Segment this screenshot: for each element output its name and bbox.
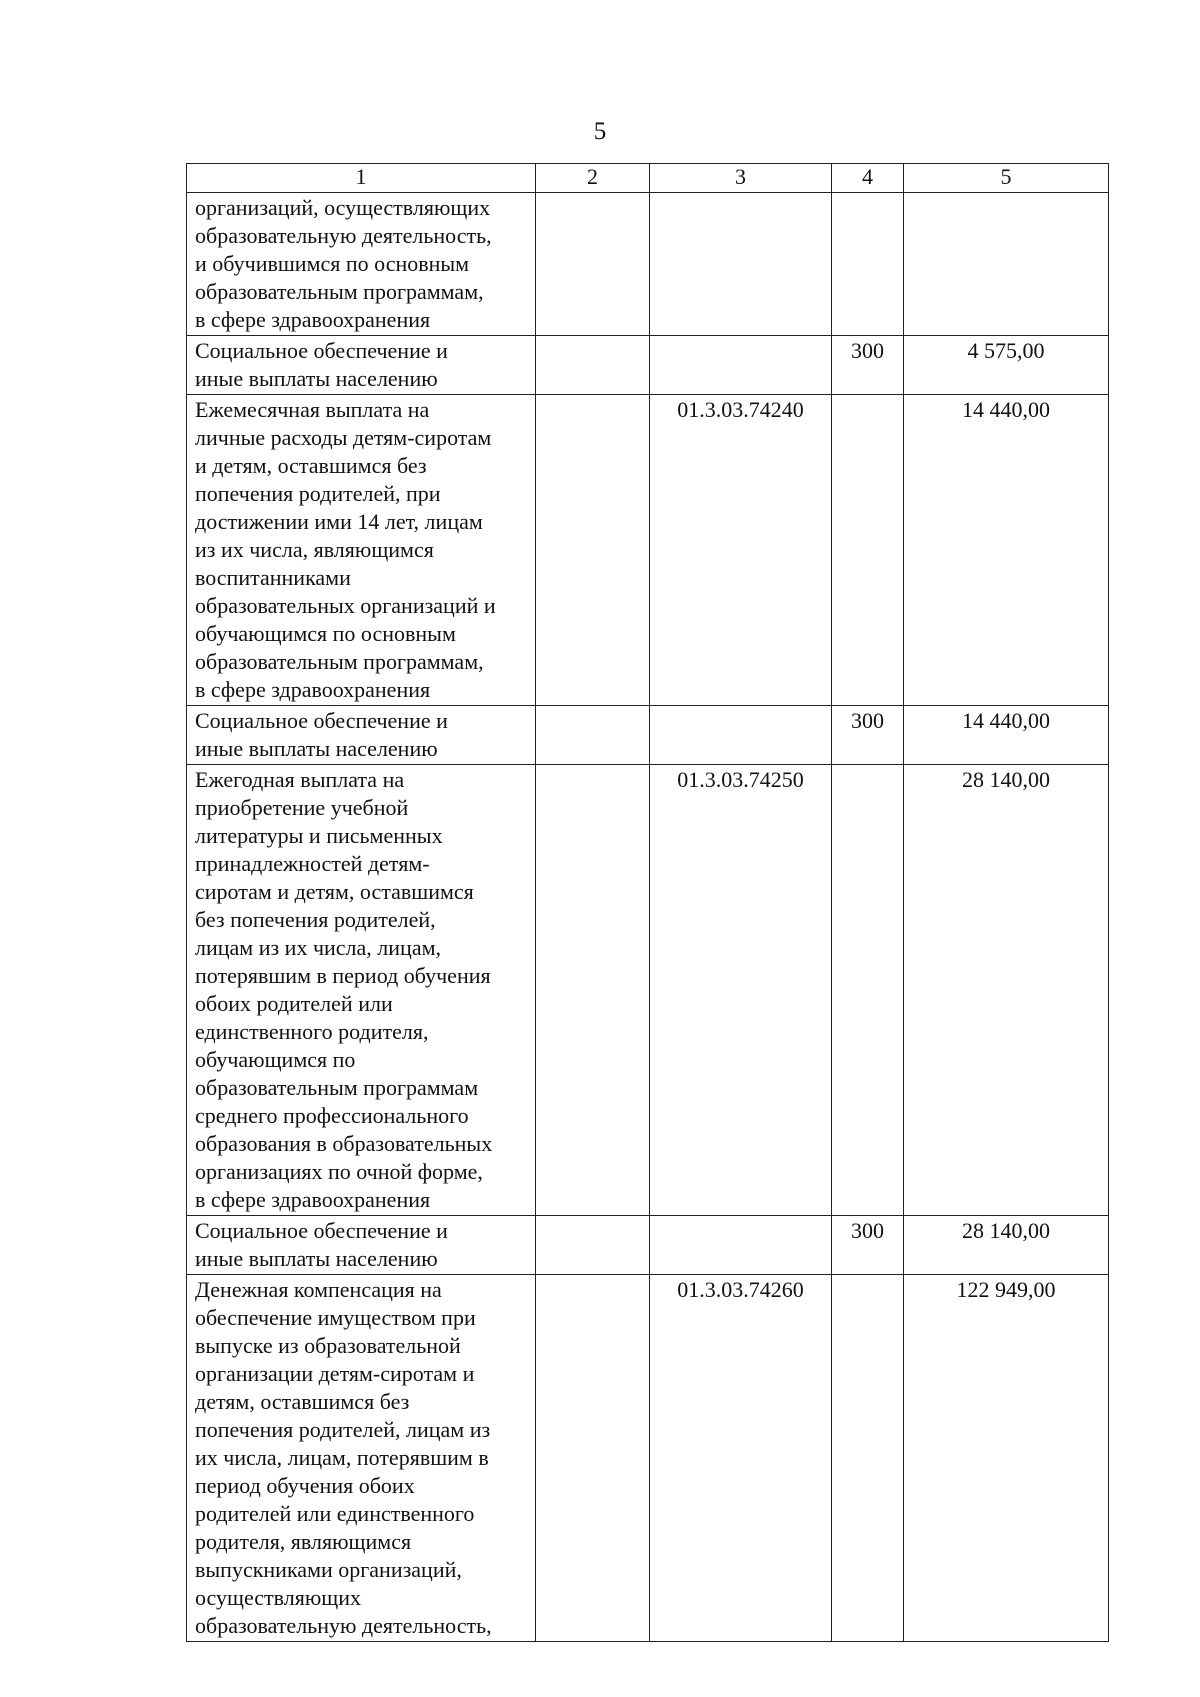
row-col2 (536, 395, 650, 706)
description-line: организациях по очной форме, (195, 1159, 483, 1184)
description-line: сиротам и детям, оставшимся (195, 879, 474, 904)
row-col2 (536, 1275, 650, 1642)
description-line: личные расходы детям-сиротам (195, 425, 492, 450)
header-row (187, 164, 1109, 193)
description-line: образовательную деятельность, (195, 223, 492, 248)
row-amount: 4 575,00 (904, 336, 1109, 395)
row-description (187, 706, 536, 765)
column-header-4: 4 (832, 164, 904, 193)
description-line: обеспечение имуществом при (195, 1305, 476, 1330)
row-amount: 14 440,00 (904, 706, 1109, 765)
description-line: в сфере здравоохранения (195, 677, 431, 702)
row-target-code (650, 1216, 832, 1275)
description-line: образовательным программам, (195, 649, 484, 674)
row-amount: 14 440,00 (904, 395, 1109, 706)
row-description (187, 1275, 536, 1642)
row-col2 (536, 706, 650, 765)
description-line: иные выплаты населению (195, 736, 438, 761)
row-expense-type (832, 1275, 904, 1642)
description-line: и детям, оставшимся без (195, 453, 427, 478)
description-line: образовательным программам (195, 1075, 479, 1100)
description-line: образовательным программам, (195, 279, 484, 304)
description-line: организаций, осуществляющих (195, 195, 491, 220)
table-row (187, 1275, 1109, 1642)
row-amount (904, 193, 1109, 336)
description-line: в сфере здравоохранения (195, 1187, 431, 1212)
description-line: попечения родителей, лицам из (195, 1417, 491, 1442)
row-description (187, 1216, 536, 1275)
row-expense-type: 300 (832, 336, 904, 395)
description-line: Социальное обеспечение и (195, 708, 448, 733)
description-line: из их числа, являющимся (195, 537, 434, 562)
table-row (187, 395, 1109, 706)
column-header-2: 2 (536, 164, 650, 193)
description-line: лицам из их числа, лицам, (195, 935, 442, 960)
row-amount: 28 140,00 (904, 1216, 1109, 1275)
description-line: образования в образовательных (195, 1131, 493, 1156)
description-line: обучающимся по (195, 1047, 356, 1072)
description-line: Социальное обеспечение и (195, 1218, 448, 1243)
description-line: детям, оставшимся без (195, 1389, 410, 1414)
description-line: Ежегодная выплата на (195, 767, 405, 792)
row-expense-type: 300 (832, 1216, 904, 1275)
description-line: период обучения обоих (195, 1473, 415, 1498)
row-amount: 122 949,00 (904, 1275, 1109, 1642)
row-description (187, 193, 536, 336)
description-line: попечения родителей, при (195, 481, 441, 506)
column-header-1: 1 (187, 164, 536, 193)
row-amount: 28 140,00 (904, 765, 1109, 1216)
description-line: и обучившимся по основным (195, 251, 470, 276)
row-target-code: 01.3.03.74250 (650, 765, 832, 1216)
column-header-5: 5 (904, 164, 1109, 193)
row-description (187, 336, 536, 395)
column-header-3: 3 (650, 164, 832, 193)
description-line: без попечения родителей, (195, 907, 436, 932)
description-line: литературы и письменных (195, 823, 443, 848)
description-line: приобретение учебной (195, 795, 409, 820)
description-line: Денежная компенсация на (195, 1277, 442, 1302)
row-target-code (650, 193, 832, 336)
row-col2 (536, 336, 650, 395)
description-line: родителя, являющимся (195, 1529, 412, 1554)
page-number: 5 (593, 118, 607, 145)
row-description (187, 765, 536, 1216)
description-line: принадлежностей детям- (195, 851, 430, 876)
description-line: образовательную деятельность, (195, 1613, 492, 1638)
row-col2 (536, 193, 650, 336)
table-row (187, 336, 1109, 395)
row-target-code (650, 706, 832, 765)
row-col2 (536, 1216, 650, 1275)
description-line: выпускниками организаций, (195, 1557, 462, 1582)
description-line: иные выплаты населению (195, 1246, 438, 1271)
row-target-code: 01.3.03.74240 (650, 395, 832, 706)
row-description (187, 395, 536, 706)
description-line: иные выплаты населению (195, 366, 438, 391)
table-body (187, 193, 1109, 1642)
description-line: организации детям-сиротам и (195, 1361, 475, 1386)
table-row (187, 765, 1109, 1216)
description-line: Социальное обеспечение и (195, 338, 448, 363)
table-row (187, 193, 1109, 336)
description-line: воспитанниками (195, 565, 351, 590)
description-line: образовательных организаций и (195, 593, 496, 618)
row-target-code (650, 336, 832, 395)
description-line: обоих родителей или (195, 991, 393, 1016)
row-expense-type: 300 (832, 706, 904, 765)
description-line: единственного родителя, (195, 1019, 429, 1044)
table-header (187, 164, 1109, 193)
description-line: их числа, лицам, потерявшим в (195, 1445, 489, 1470)
row-expense-type (832, 193, 904, 336)
budget-table (186, 163, 1109, 1642)
row-target-code: 01.3.03.74260 (650, 1275, 832, 1642)
row-col2 (536, 765, 650, 1216)
description-line: достижении ими 14 лет, лицам (195, 509, 483, 534)
description-line: потерявшим в период обучения (195, 963, 491, 988)
row-expense-type (832, 395, 904, 706)
description-line: обучающимся по основным (195, 621, 456, 646)
description-line: в сфере здравоохранения (195, 307, 431, 332)
description-line: родителей или единственного (195, 1501, 475, 1526)
description-line: среднего профессионального (195, 1103, 469, 1128)
description-line: осуществляющих (195, 1585, 361, 1610)
table-row (187, 1216, 1109, 1275)
description-line: выпуске из образовательной (195, 1333, 461, 1358)
description-line: Ежемесячная выплата на (195, 397, 430, 422)
row-expense-type (832, 765, 904, 1216)
table-row (187, 706, 1109, 765)
